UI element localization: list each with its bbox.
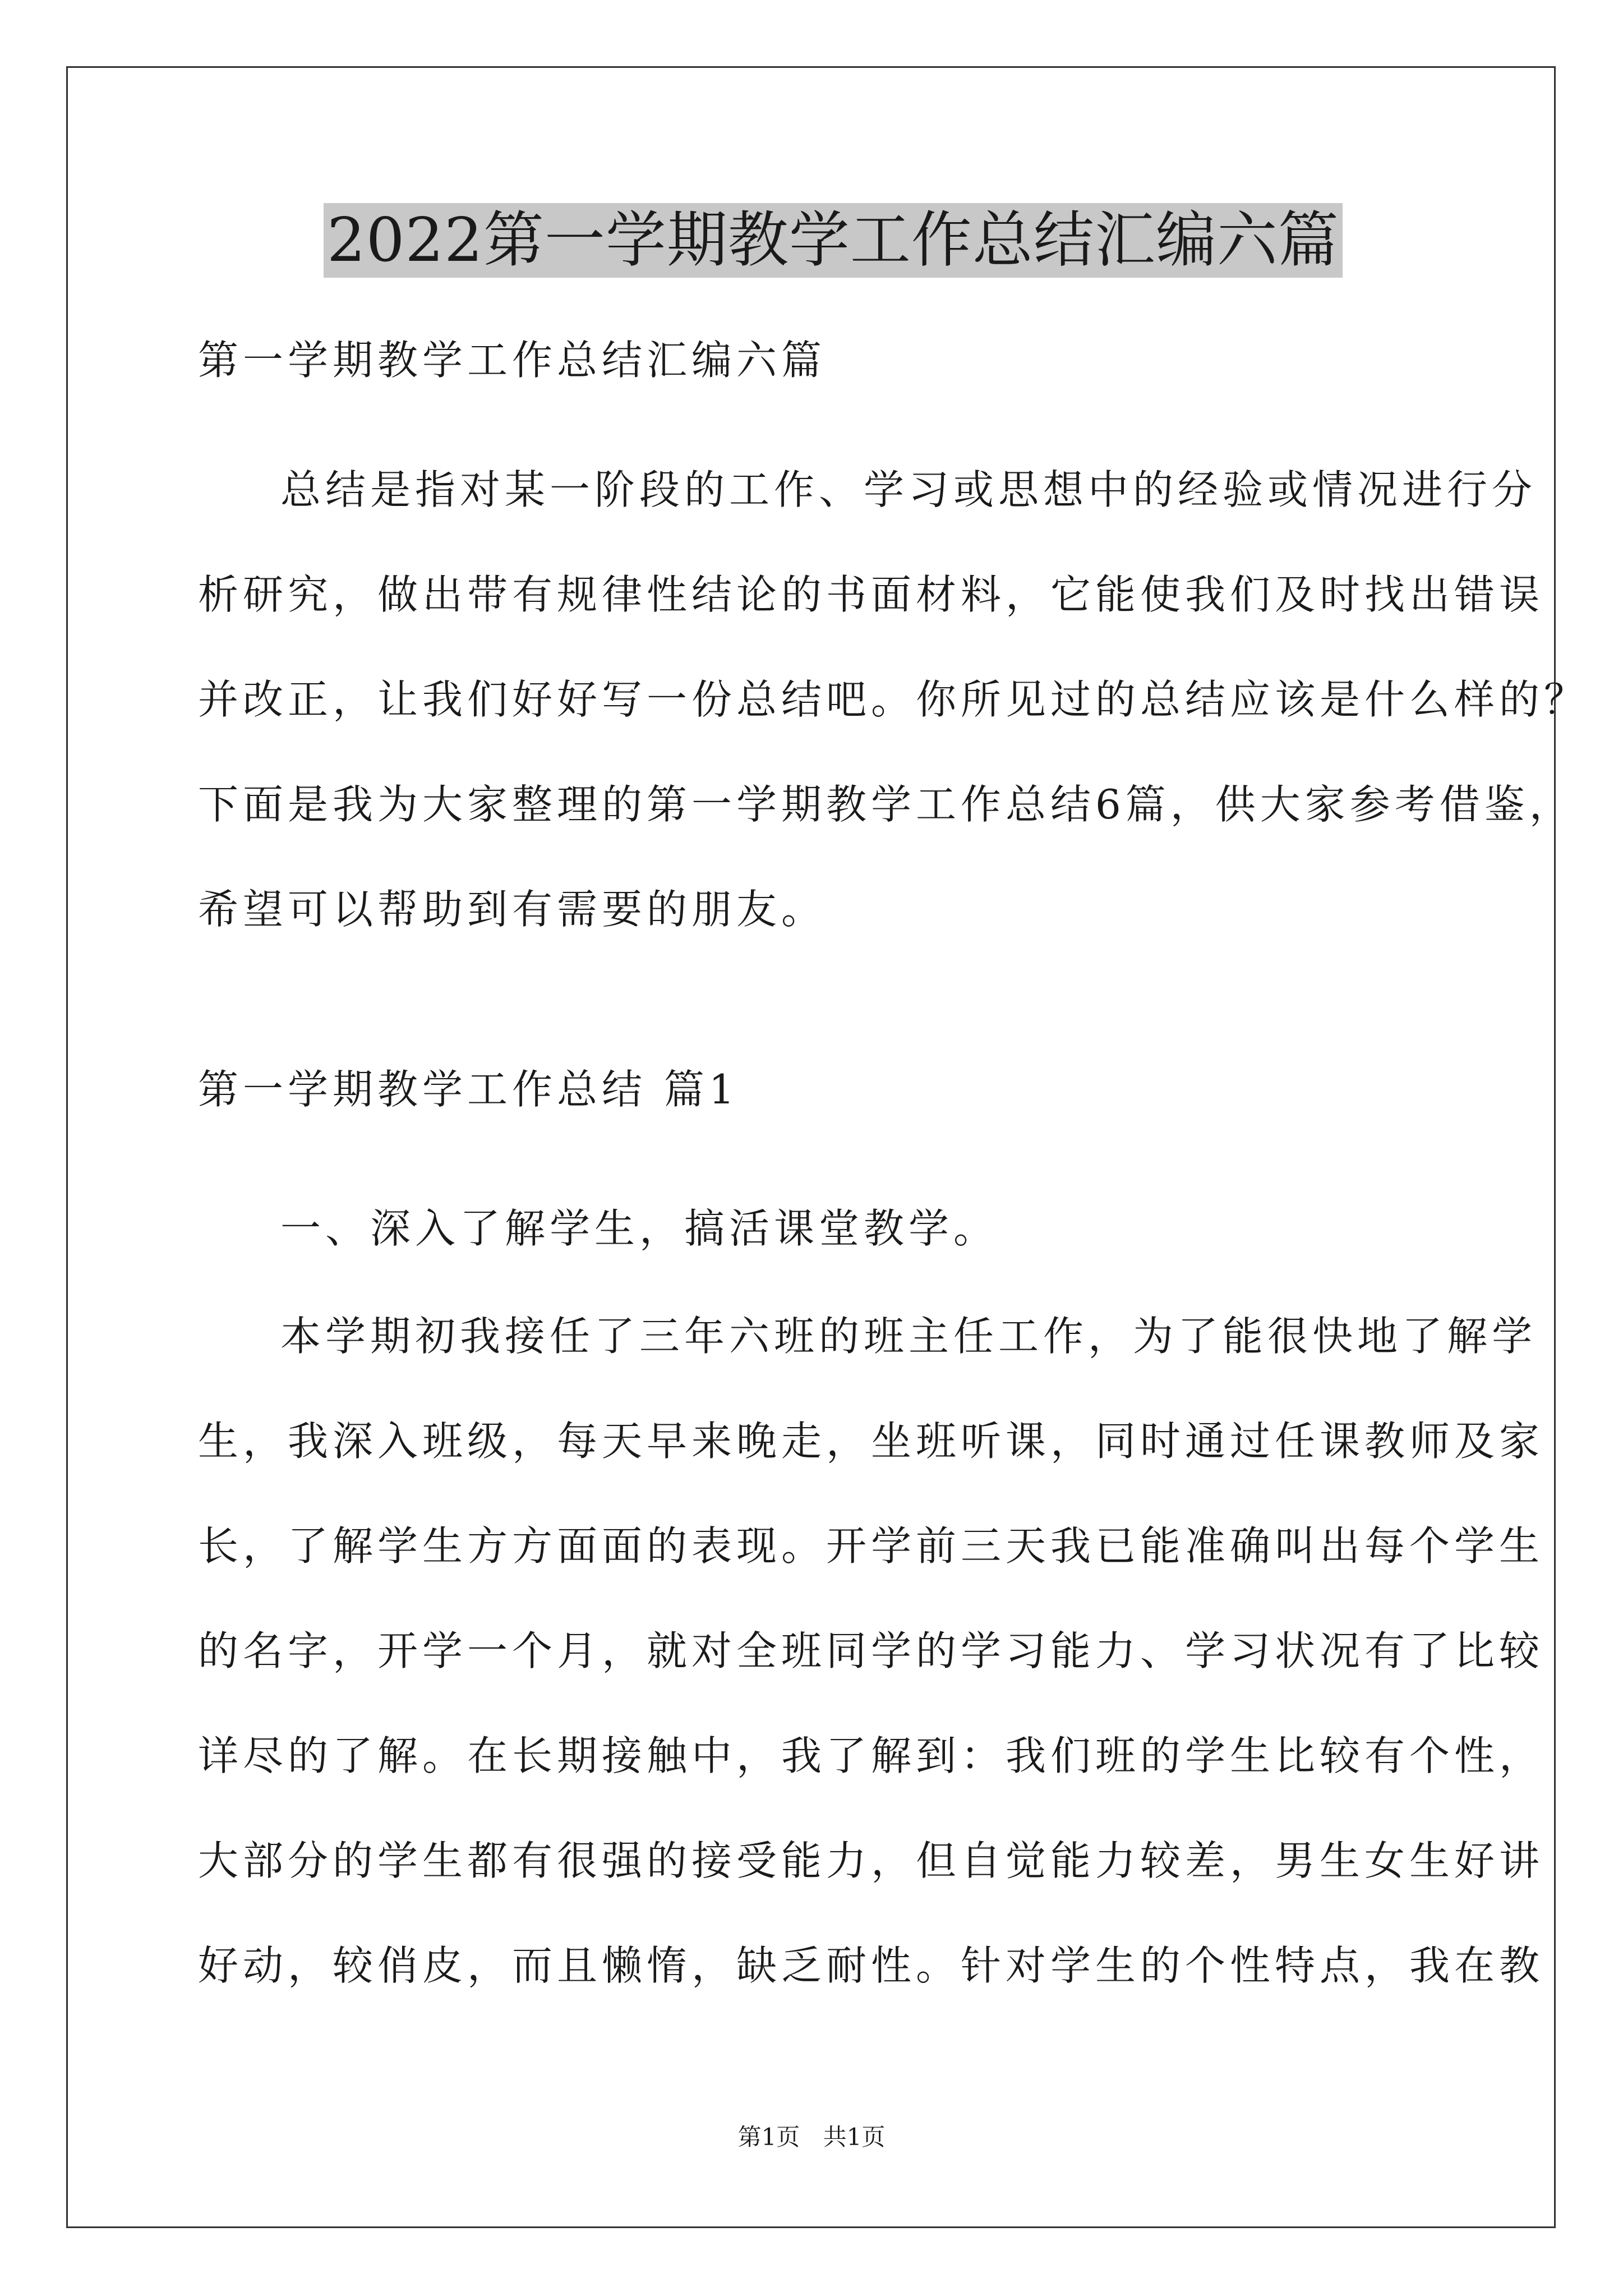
page-number-total: 共1页: [823, 2123, 886, 2151]
body-line-5: 详尽的了解。在长期接触中，我了解到：我们班的学生比较有个性，: [198, 1732, 1544, 1779]
section-heading: 第一学期教学工作总结 篇1: [198, 1066, 739, 1113]
intro-line-3: 并改正，让我们好好写一份总结吧。你所见过的总结应该是什么样的？: [198, 676, 1589, 723]
section-point: 一、深入了解学生，搞活课堂教学。: [280, 1205, 999, 1252]
page-number-current: 第1页: [737, 2123, 800, 2151]
body-line-6: 大部分的学生都有很强的接受能力，但自觉能力较差，男生女生好讲: [198, 1837, 1544, 1884]
body-line-7: 好动，较俏皮，而且懒惰，缺乏耐性。针对学生的个性特点，我在教: [198, 1942, 1544, 1989]
body-line-2: 生，我深入班级，每天早来晚走，坐班听课，同时通过任课教师及家: [198, 1418, 1544, 1465]
page-border: [66, 66, 1556, 2228]
body-line-3: 长，了解学生方方面面的表现。开学前三天我已能准确叫出每个学生: [198, 1522, 1544, 1570]
intro-line-4: 下面是我为大家整理的第一学期教学工作总结6篇，供大家参考借鉴，: [198, 781, 1574, 828]
body-line-4: 的名字，开学一个月，就对全班同学的学习能力、学习状况有了比较: [198, 1627, 1544, 1674]
body-line-1: 本学期初我接任了三年六班的班主任工作，为了能很快地了解学: [280, 1313, 1537, 1360]
page-footer: [0, 2120, 1623, 2154]
intro-line-5: 希望可以帮助到有需要的朋友。: [198, 886, 827, 933]
document-subtitle: 第一学期教学工作总结汇编六篇: [198, 337, 827, 384]
intro-line-2: 析研究，做出带有规律性结论的书面材料，它能使我们及时找出错误: [198, 571, 1544, 618]
intro-line-1: 总结是指对某一阶段的工作、学习或思想中的经验或情况进行分: [280, 466, 1537, 513]
document-title: 2022第一学期教学工作总结汇编六篇: [324, 203, 1343, 278]
